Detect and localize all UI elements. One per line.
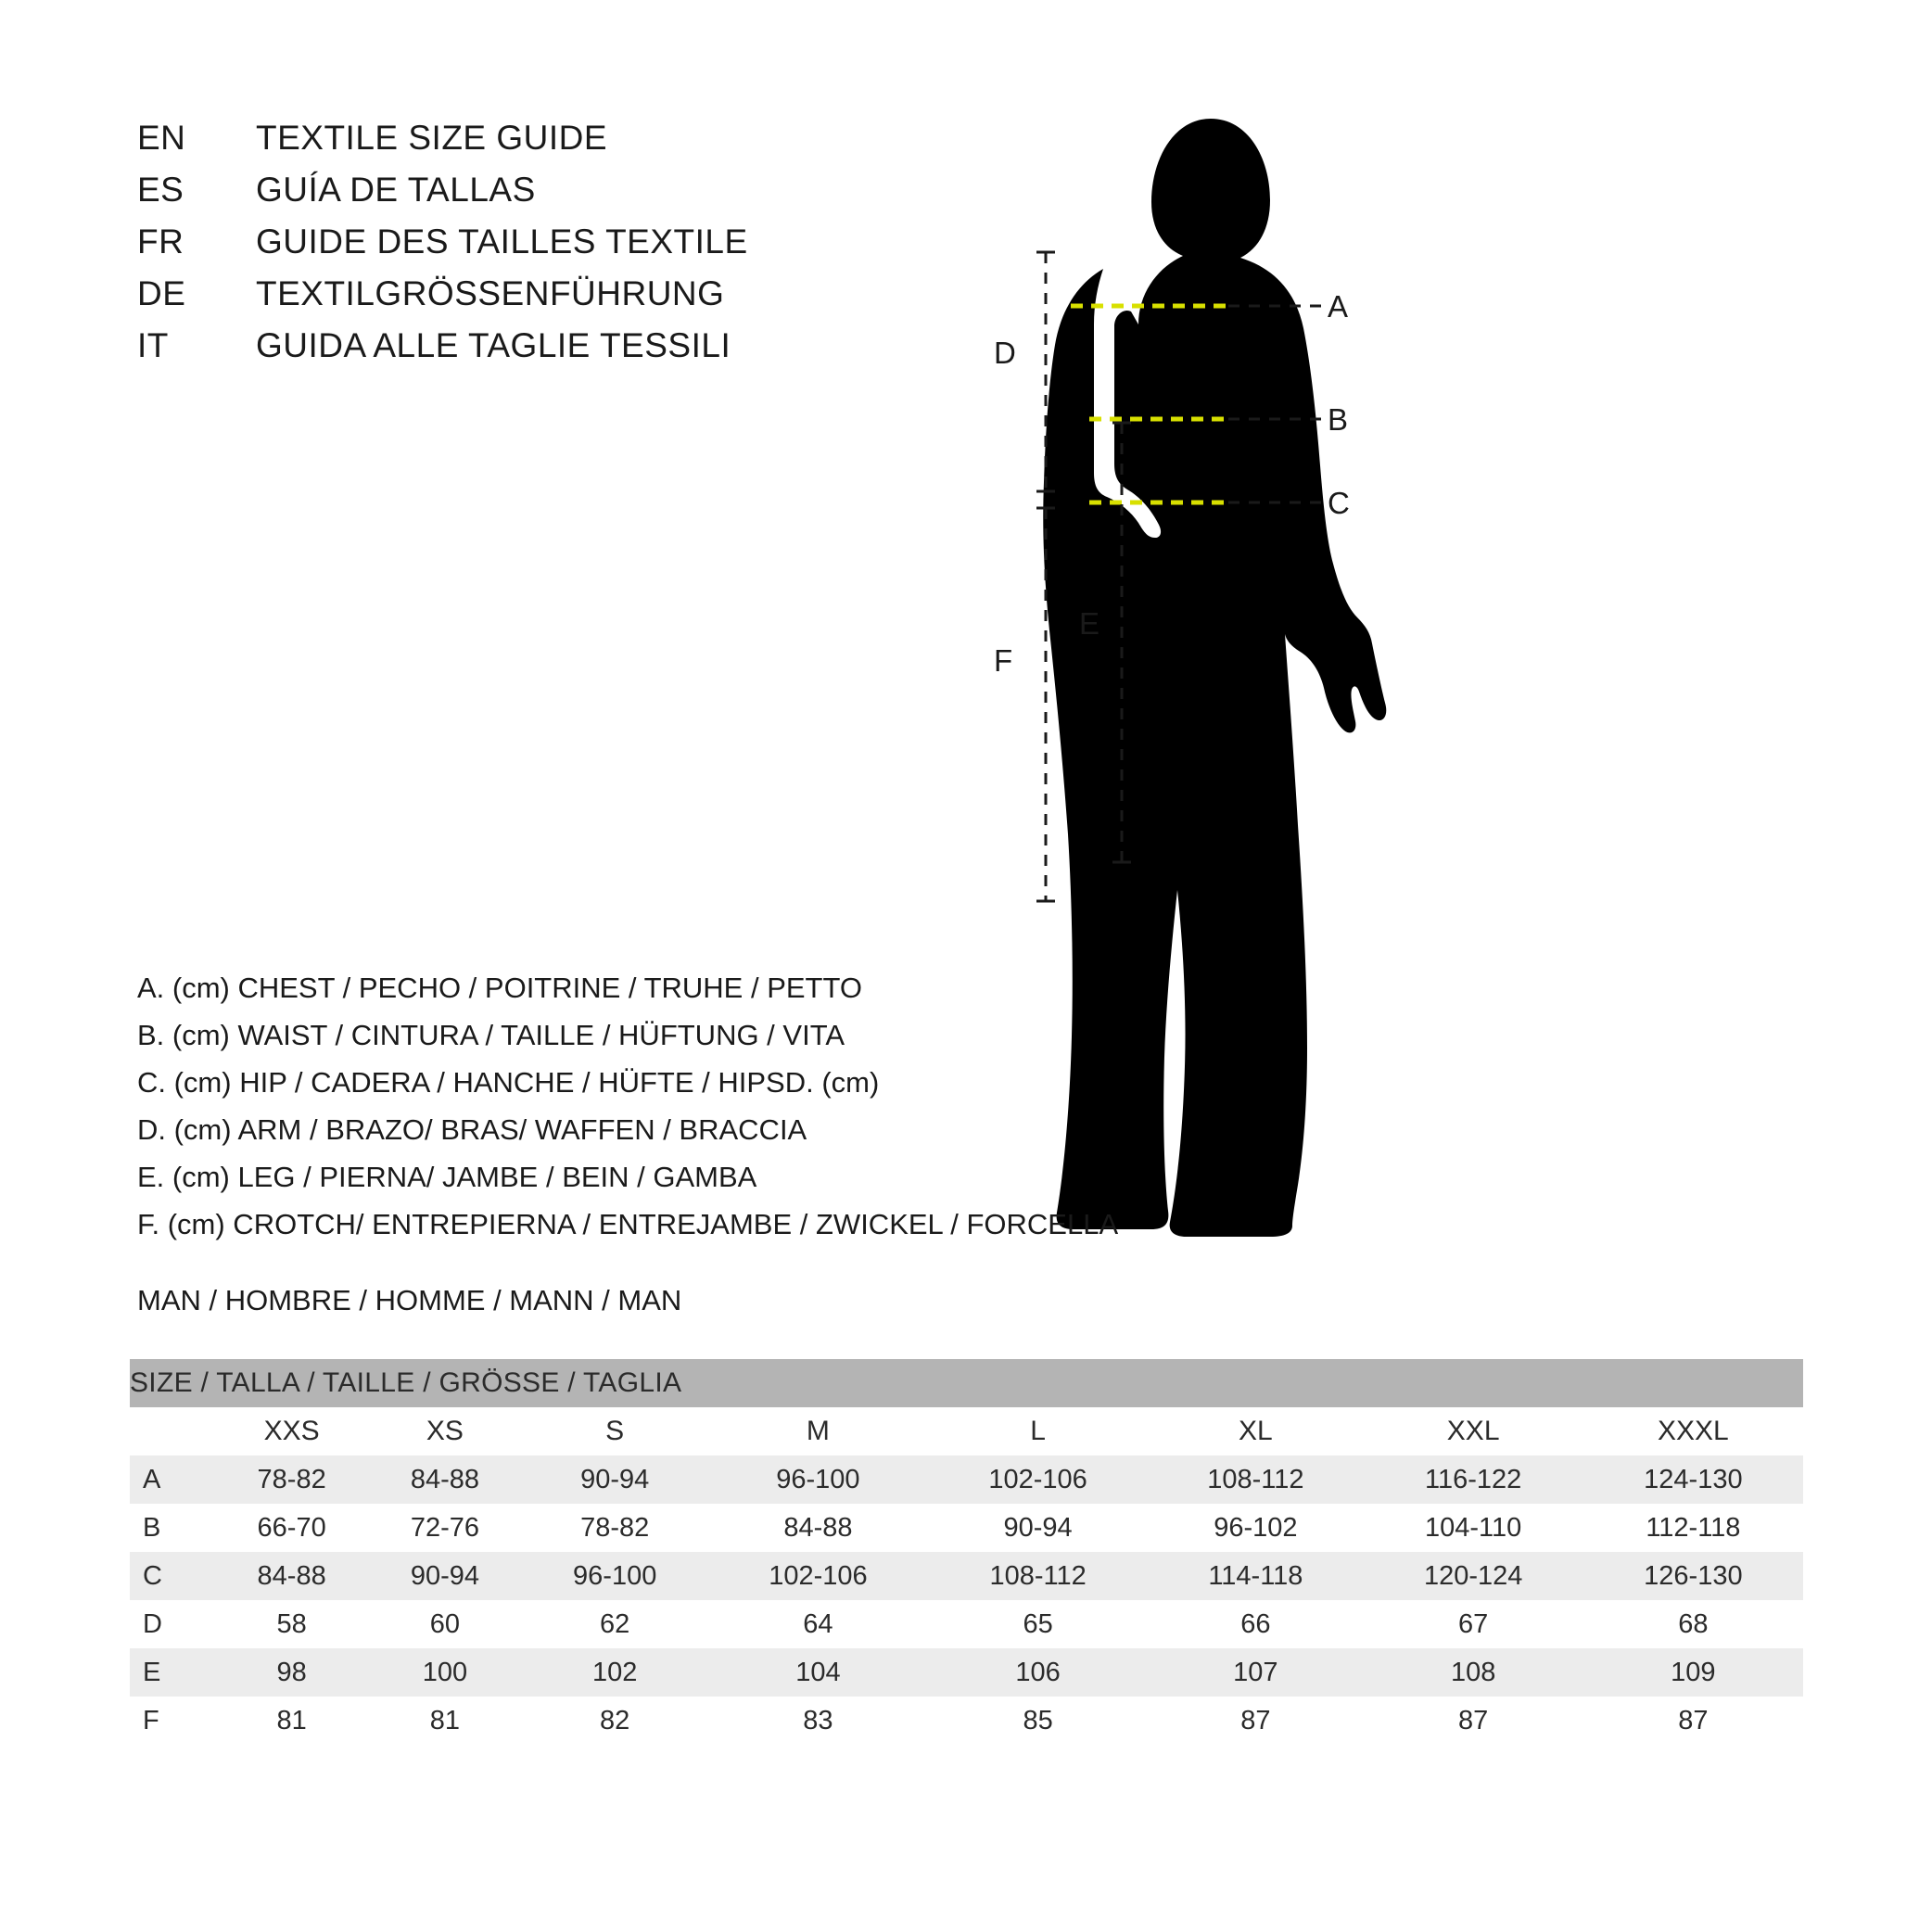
cell-e-l: 106 bbox=[928, 1648, 1148, 1697]
cell-c-s: 96-100 bbox=[522, 1552, 708, 1600]
table-row bbox=[130, 1504, 1803, 1552]
cell-e-xl: 107 bbox=[1148, 1648, 1363, 1697]
cell-d-l: 65 bbox=[928, 1600, 1148, 1648]
cell-b-xl: 96-102 bbox=[1148, 1504, 1363, 1552]
cell-a-xl: 108-112 bbox=[1148, 1455, 1363, 1504]
row-label-a: A bbox=[130, 1455, 215, 1504]
language-title: GUIDA ALLE TAGLIE TESSILI bbox=[256, 326, 731, 364]
cell-c-xs: 90-94 bbox=[368, 1552, 521, 1600]
cell-d-xxs: 58 bbox=[215, 1600, 368, 1648]
table-title-row bbox=[130, 1359, 1803, 1407]
table-header-row bbox=[130, 1407, 1803, 1455]
header-corner bbox=[130, 1407, 215, 1455]
cell-e-xs: 100 bbox=[368, 1648, 521, 1697]
table-row bbox=[130, 1697, 1803, 1745]
column-header-l: L bbox=[928, 1407, 1148, 1455]
cell-d-xxl: 67 bbox=[1364, 1600, 1583, 1648]
column-header-xxl: XXL bbox=[1364, 1407, 1583, 1455]
row-label-d: D bbox=[130, 1600, 215, 1648]
cell-a-l: 102-106 bbox=[928, 1455, 1148, 1504]
column-header-m: M bbox=[708, 1407, 928, 1455]
language-row bbox=[137, 222, 842, 274]
language-code: EN bbox=[137, 119, 186, 157]
column-header-xxxl: XXXL bbox=[1583, 1407, 1803, 1455]
language-row bbox=[137, 171, 842, 222]
cell-e-xxs: 98 bbox=[215, 1648, 368, 1697]
cell-b-xxs: 66-70 bbox=[215, 1504, 368, 1552]
cell-f-xxxl: 87 bbox=[1583, 1697, 1803, 1745]
cell-c-xxxl: 126-130 bbox=[1583, 1552, 1803, 1600]
table-row bbox=[130, 1455, 1803, 1504]
label-d: D bbox=[994, 336, 1016, 370]
row-label-b: B bbox=[130, 1504, 215, 1552]
cell-a-xs: 84-88 bbox=[368, 1455, 521, 1504]
cell-a-xxs: 78-82 bbox=[215, 1455, 368, 1504]
language-row bbox=[137, 326, 842, 378]
cell-c-xl: 114-118 bbox=[1148, 1552, 1363, 1600]
language-title: TEXTILGRÖSSENFÜHRUNG bbox=[256, 274, 725, 312]
cell-c-xxl: 120-124 bbox=[1364, 1552, 1583, 1600]
cell-f-xxl: 87 bbox=[1364, 1697, 1583, 1745]
cell-d-xl: 66 bbox=[1148, 1600, 1363, 1648]
cell-a-m: 96-100 bbox=[708, 1455, 928, 1504]
cell-e-s: 102 bbox=[522, 1648, 708, 1697]
cell-d-m: 64 bbox=[708, 1600, 928, 1648]
cell-a-xxxl: 124-130 bbox=[1583, 1455, 1803, 1504]
cell-e-m: 104 bbox=[708, 1648, 928, 1697]
cell-b-s: 78-82 bbox=[522, 1504, 708, 1552]
label-c: C bbox=[1328, 486, 1350, 520]
language-code: IT bbox=[137, 326, 169, 364]
legend-item-e: E. (cm) LEG / PIERNA/ JAMBE / BEIN / GAMBA bbox=[137, 1161, 757, 1193]
cell-b-xxxl: 112-118 bbox=[1583, 1504, 1803, 1552]
column-header-s: S bbox=[522, 1407, 708, 1455]
label-b: B bbox=[1328, 402, 1349, 437]
cell-b-m: 84-88 bbox=[708, 1504, 928, 1552]
cell-c-l: 108-112 bbox=[928, 1552, 1148, 1600]
language-title-block bbox=[137, 119, 842, 378]
label-e: E bbox=[1079, 606, 1100, 641]
language-code: DE bbox=[137, 274, 186, 312]
cell-e-xxl: 108 bbox=[1364, 1648, 1583, 1697]
legend-item-d: D. (cm) ARM / BRAZO/ BRAS/ WAFFEN / BRACCIA bbox=[137, 1113, 807, 1146]
row-label-e: E bbox=[130, 1648, 215, 1697]
row-label-f: F bbox=[130, 1697, 215, 1745]
cell-a-xxl: 116-122 bbox=[1364, 1455, 1583, 1504]
column-header-xs: XS bbox=[368, 1407, 521, 1455]
language-title: GUÍA DE TALLAS bbox=[256, 171, 536, 209]
size-table bbox=[130, 1359, 1803, 1745]
legend-item-b: B. (cm) WAIST / CINTURA / TAILLE / HÜFTUNG / VITA bbox=[137, 1019, 845, 1051]
cell-d-xs: 60 bbox=[368, 1600, 521, 1648]
cell-f-m: 83 bbox=[708, 1697, 928, 1745]
label-a: A bbox=[1328, 289, 1349, 324]
gender-label: MAN / HOMBRE / HOMME / MANN / MAN bbox=[137, 1284, 682, 1316]
legend-item-c: C. (cm) HIP / CADERA / HANCHE / HÜFTE / HIPSD. (cm) bbox=[137, 1066, 880, 1099]
column-header-xl: XL bbox=[1148, 1407, 1363, 1455]
cell-f-xs: 81 bbox=[368, 1697, 521, 1745]
legend-block bbox=[137, 964, 1203, 1248]
language-title: TEXTILE SIZE GUIDE bbox=[256, 119, 608, 157]
table-title: SIZE / TALLA / TAILLE / GRÖSSE / TAGLIA bbox=[130, 1359, 1803, 1407]
cell-f-xxs: 81 bbox=[215, 1697, 368, 1745]
language-title: GUIDE DES TAILLES TEXTILE bbox=[256, 222, 748, 261]
cell-b-xxl: 104-110 bbox=[1364, 1504, 1583, 1552]
cell-b-xs: 72-76 bbox=[368, 1504, 521, 1552]
column-header-xxs: XXS bbox=[215, 1407, 368, 1455]
language-row bbox=[137, 274, 842, 326]
legend-item-a: A. (cm) CHEST / PECHO / POITRINE / TRUHE / PETTO bbox=[137, 972, 862, 1004]
language-code: FR bbox=[137, 222, 184, 261]
cell-a-s: 90-94 bbox=[522, 1455, 708, 1504]
cell-f-l: 85 bbox=[928, 1697, 1148, 1745]
language-row bbox=[137, 119, 842, 171]
cell-f-xl: 87 bbox=[1148, 1697, 1363, 1745]
cell-e-xxxl: 109 bbox=[1583, 1648, 1803, 1697]
label-f: F bbox=[994, 643, 1013, 678]
row-label-c: C bbox=[130, 1552, 215, 1600]
cell-c-xxs: 84-88 bbox=[215, 1552, 368, 1600]
cell-d-s: 62 bbox=[522, 1600, 708, 1648]
table-row bbox=[130, 1552, 1803, 1600]
cell-d-xxxl: 68 bbox=[1583, 1600, 1803, 1648]
cell-b-l: 90-94 bbox=[928, 1504, 1148, 1552]
cell-c-m: 102-106 bbox=[708, 1552, 928, 1600]
table-row bbox=[130, 1600, 1803, 1648]
cell-f-s: 82 bbox=[522, 1697, 708, 1745]
language-code: ES bbox=[137, 171, 184, 209]
legend-item-f: F. (cm) CROTCH/ ENTREPIERNA / ENTREJAMBE / ZWICKEL / FORCELLA bbox=[137, 1208, 1119, 1240]
table-row bbox=[130, 1648, 1803, 1697]
